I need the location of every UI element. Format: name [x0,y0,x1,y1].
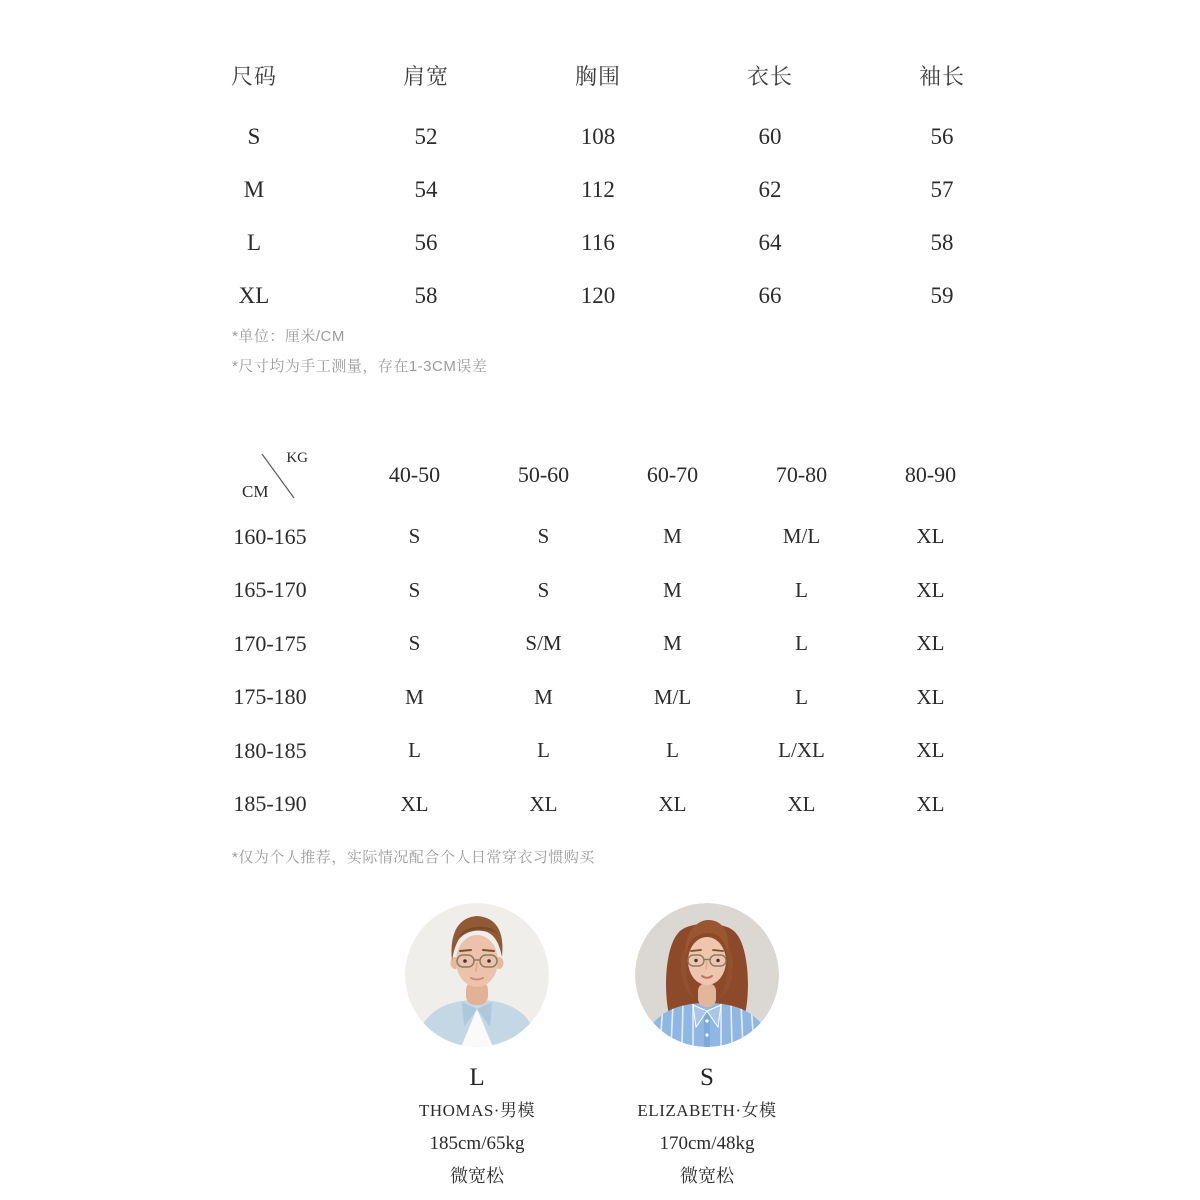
table-cell: 58 [414,282,438,308]
size-label: S [247,123,261,149]
table-cell: M/L [782,524,821,549]
fit-note [232,843,595,873]
male-model-photo [405,903,549,1047]
weight-column-header: 80-90 [904,462,957,487]
table-cell: L [408,738,421,763]
model-fit: 微宽松 [450,1166,504,1186]
table-cell: M [663,577,682,602]
table-cell: M/L [653,684,692,709]
table-cell: L [795,684,808,709]
model-reference-section [377,903,807,1189]
note-recommendation: *仅为个人推荐，实际情况配合个人日常穿衣习惯购买 [232,849,595,866]
size-label: L [246,229,262,255]
table-cell: S [537,524,550,549]
table-cell: S [408,631,421,656]
model-stats: 185cm/65kg [429,1133,525,1154]
size-label: XL [238,282,270,308]
table-cell: XL [916,684,945,709]
height-row-label: 185-190 [233,791,307,817]
note-tolerance: *尺寸均为手工测量，存在1-3CM误差 [232,358,488,375]
table-cell: 116 [581,229,615,255]
note-unit: *单位：厘米/CM [232,328,345,345]
table-cell: 57 [930,176,954,202]
model-size: S [700,1064,714,1091]
table-cell: XL [916,791,945,816]
table-cell: S [408,577,421,602]
model-name: THOMAS·男模 [419,1101,535,1120]
table-cell: 108 [580,123,616,149]
table-cell: 120 [580,282,616,308]
table-cell: 54 [414,176,438,202]
table-cell: XL [787,791,816,816]
fit-recommendation-table [190,440,995,831]
table-cell: M [405,684,424,709]
height-row-label: 170-175 [233,630,307,656]
model-name: ELIZABETH·女模 [637,1101,777,1120]
weight-column-header: 70-80 [775,462,828,487]
table-cell: 58 [930,229,954,255]
table-cell: S [408,524,421,549]
model-fit: 微宽松 [680,1166,734,1186]
table-cell: XL [400,791,429,816]
table-cell: XL [916,577,945,602]
height-row-label: 180-185 [233,737,307,763]
measurement-notes [232,322,487,382]
table-cell: 56 [930,123,954,149]
table-cell: 59 [930,282,954,308]
corner-cm-label: CM [242,482,269,501]
corner-kg-label: KG [286,450,308,466]
table-cell: M [534,684,553,709]
weight-column-header: 50-60 [517,462,570,487]
table-cell: L [795,631,808,656]
column-header: 肩宽 [402,63,449,89]
column-header: 胸围 [574,63,621,89]
column-header: 衣长 [746,63,793,89]
size-measurement-table [168,40,1028,322]
table-cell: 60 [758,123,782,149]
table-cell: 64 [758,229,782,255]
female-model-photo [635,903,779,1047]
model-size: L [469,1064,485,1091]
size-label: M [243,176,265,202]
table-cell: S/M [525,631,562,656]
corner-cell [190,440,350,510]
table-cell: 66 [758,282,782,308]
table-cell: XL [529,791,558,816]
table-cell: XL [916,631,945,656]
model-card-female [607,903,807,1189]
table-cell: M [663,524,682,549]
table-cell: M [663,631,682,656]
table-cell: XL [916,524,945,549]
table-cell: XL [916,738,945,763]
table-cell: L [537,738,550,763]
model-card-male [377,903,577,1189]
table-cell: L [795,577,808,602]
table-cell: 62 [758,176,782,202]
height-row-label: 160-165 [233,523,307,549]
table-cell: 112 [581,176,615,202]
table-cell: 56 [414,229,438,255]
table-cell: XL [658,791,687,816]
table-cell: 52 [414,123,438,149]
table-cell: L [666,738,679,763]
height-row-label: 165-170 [233,577,307,603]
weight-column-header: 60-70 [646,462,699,487]
height-row-label: 175-180 [233,684,307,710]
column-header: 袖长 [918,63,965,89]
weight-column-header: 40-50 [388,462,441,487]
table-cell: L/XL [778,738,825,763]
table-cell: S [537,577,550,602]
column-header: 尺码 [230,63,277,89]
model-stats: 170cm/48kg [659,1133,755,1154]
